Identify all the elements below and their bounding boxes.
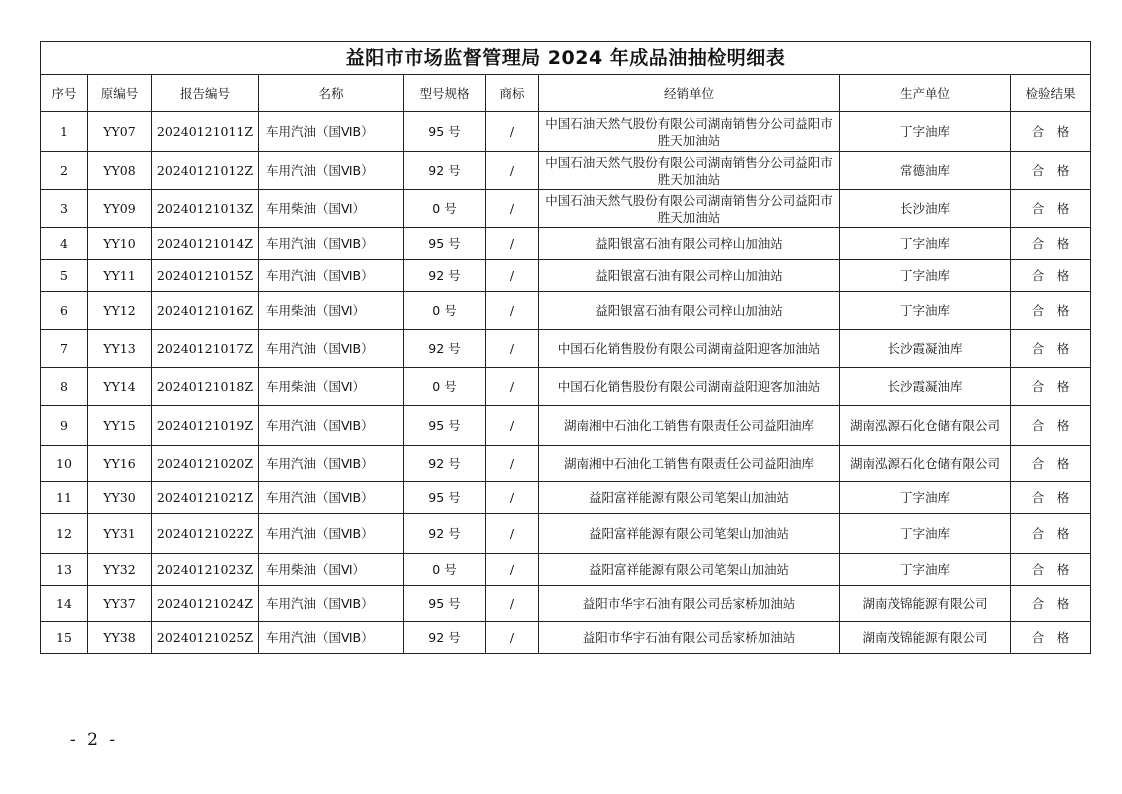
original-code-cell: YY12 — [88, 292, 152, 330]
table-row — [41, 260, 1091, 292]
producer-cell: 湖南茂锦能源有限公司 — [840, 586, 1011, 622]
original-code-cell: YY15 — [88, 406, 152, 446]
report-number-cell: 20240121025Z — [152, 622, 259, 654]
table-row — [41, 112, 1091, 152]
spec-cell: 92 号 — [404, 514, 486, 554]
dealer-cell: 益阳银富石油有限公司梓山加油站 — [539, 228, 840, 260]
producer-cell: 丁字油库 — [840, 228, 1011, 260]
column-header: 检验结果 — [1011, 75, 1091, 112]
original-code-cell: YY30 — [88, 482, 152, 514]
row-number-cell: 12 — [41, 514, 88, 554]
report-number-cell: 20240121019Z — [152, 406, 259, 446]
column-header: 生产单位 — [840, 75, 1011, 112]
result-cell: 合 格 — [1011, 152, 1091, 190]
result-cell: 合 格 — [1011, 112, 1091, 152]
column-header: 原编号 — [88, 75, 152, 112]
table-row — [41, 446, 1091, 482]
producer-cell: 长沙油库 — [840, 190, 1011, 228]
spec-cell: 0 号 — [404, 554, 486, 586]
product-name-cell: 车用汽油（国ⅥB） — [259, 260, 404, 292]
result-cell: 合 格 — [1011, 330, 1091, 368]
table-row — [41, 622, 1091, 654]
row-number-cell: 3 — [41, 190, 88, 228]
page-title: 益阳市市场监督管理局 2024 年成品油抽检明细表 — [41, 42, 1091, 75]
original-code-cell: YY31 — [88, 514, 152, 554]
brand-cell: / — [486, 446, 539, 482]
product-name-cell: 车用汽油（国ⅥB） — [259, 622, 404, 654]
original-code-cell: YY38 — [88, 622, 152, 654]
report-number-cell: 20240121023Z — [152, 554, 259, 586]
producer-cell: 丁字油库 — [840, 514, 1011, 554]
dealer-cell: 益阳银富石油有限公司梓山加油站 — [539, 260, 840, 292]
product-name-cell: 车用汽油（国ⅥB） — [259, 514, 404, 554]
brand-cell: / — [486, 112, 539, 152]
column-header: 商标 — [486, 75, 539, 112]
result-cell: 合 格 — [1011, 260, 1091, 292]
spec-cell: 95 号 — [404, 586, 486, 622]
row-number-cell: 2 — [41, 152, 88, 190]
dealer-cell: 中国石化销售股份有限公司湖南益阳迎客加油站 — [539, 330, 840, 368]
original-code-cell: YY32 — [88, 554, 152, 586]
report-number-cell: 20240121018Z — [152, 368, 259, 406]
spec-cell: 92 号 — [404, 622, 486, 654]
row-number-cell: 11 — [41, 482, 88, 514]
report-number-cell: 20240121017Z — [152, 330, 259, 368]
page-number: - 2 - — [70, 730, 119, 750]
dealer-cell: 中国石油天然气股份有限公司湖南销售分公司益阳市胜天加油站 — [539, 190, 840, 228]
spec-cell: 92 号 — [404, 152, 486, 190]
report-number-cell: 20240121021Z — [152, 482, 259, 514]
producer-cell: 湖南茂锦能源有限公司 — [840, 622, 1011, 654]
spec-cell: 95 号 — [404, 482, 486, 514]
brand-cell: / — [486, 622, 539, 654]
result-cell: 合 格 — [1011, 622, 1091, 654]
producer-cell: 丁字油库 — [840, 260, 1011, 292]
spec-cell: 92 号 — [404, 446, 486, 482]
original-code-cell: YY08 — [88, 152, 152, 190]
producer-cell: 湖南泓源石化仓储有限公司 — [840, 406, 1011, 446]
dealer-cell: 中国石化销售股份有限公司湖南益阳迎客加油站 — [539, 368, 840, 406]
dealer-cell: 中国石油天然气股份有限公司湖南销售分公司益阳市胜天加油站 — [539, 112, 840, 152]
table-header-row — [41, 75, 1091, 112]
original-code-cell: YY14 — [88, 368, 152, 406]
dealer-cell: 湖南湘中石油化工销售有限责任公司益阳油库 — [539, 406, 840, 446]
table-row — [41, 228, 1091, 260]
dealer-cell: 益阳富祥能源有限公司笔架山加油站 — [539, 514, 840, 554]
report-number-cell: 20240121022Z — [152, 514, 259, 554]
product-name-cell: 车用汽油（国ⅥB） — [259, 330, 404, 368]
result-cell: 合 格 — [1011, 586, 1091, 622]
report-number-cell: 20240121015Z — [152, 260, 259, 292]
result-cell: 合 格 — [1011, 406, 1091, 446]
row-number-cell: 13 — [41, 554, 88, 586]
product-name-cell: 车用汽油（国ⅥB） — [259, 446, 404, 482]
column-header: 型号规格 — [404, 75, 486, 112]
product-name-cell: 车用汽油（国ⅥB） — [259, 112, 404, 152]
row-number-cell: 10 — [41, 446, 88, 482]
report-number-cell: 20240121024Z — [152, 586, 259, 622]
dealer-cell: 益阳银富石油有限公司梓山加油站 — [539, 292, 840, 330]
dealer-cell: 湖南湘中石油化工销售有限责任公司益阳油库 — [539, 446, 840, 482]
row-number-cell: 14 — [41, 586, 88, 622]
dealer-cell: 益阳市华宇石油有限公司岳家桥加油站 — [539, 622, 840, 654]
original-code-cell: YY16 — [88, 446, 152, 482]
table-row — [41, 190, 1091, 228]
table-row — [41, 292, 1091, 330]
original-code-cell: YY10 — [88, 228, 152, 260]
table-row — [41, 368, 1091, 406]
producer-cell: 丁字油库 — [840, 554, 1011, 586]
producer-cell: 常德油库 — [840, 152, 1011, 190]
producer-cell: 丁字油库 — [840, 112, 1011, 152]
original-code-cell: YY13 — [88, 330, 152, 368]
result-cell: 合 格 — [1011, 514, 1091, 554]
producer-cell: 丁字油库 — [840, 482, 1011, 514]
product-name-cell: 车用柴油（国Ⅵ） — [259, 368, 404, 406]
producer-cell: 长沙霞凝油库 — [840, 368, 1011, 406]
brand-cell: / — [486, 586, 539, 622]
product-name-cell: 车用柴油（国Ⅵ） — [259, 190, 404, 228]
brand-cell: / — [486, 190, 539, 228]
brand-cell: / — [486, 152, 539, 190]
spec-cell: 95 号 — [404, 228, 486, 260]
product-name-cell: 车用汽油（国ⅥB） — [259, 152, 404, 190]
spec-cell: 92 号 — [404, 260, 486, 292]
spec-cell: 95 号 — [404, 112, 486, 152]
table-row — [41, 330, 1091, 368]
row-number-cell: 8 — [41, 368, 88, 406]
brand-cell: / — [486, 260, 539, 292]
brand-cell: / — [486, 406, 539, 446]
result-cell: 合 格 — [1011, 190, 1091, 228]
original-code-cell: YY37 — [88, 586, 152, 622]
report-number-cell: 20240121016Z — [152, 292, 259, 330]
inspection-table — [40, 41, 1091, 654]
report-number-cell: 20240121014Z — [152, 228, 259, 260]
dealer-cell: 益阳市华宇石油有限公司岳家桥加油站 — [539, 586, 840, 622]
row-number-cell: 5 — [41, 260, 88, 292]
table-row — [41, 482, 1091, 514]
report-number-cell: 20240121013Z — [152, 190, 259, 228]
column-header: 报告编号 — [152, 75, 259, 112]
brand-cell: / — [486, 228, 539, 260]
dealer-cell: 中国石油天然气股份有限公司湖南销售分公司益阳市胜天加油站 — [539, 152, 840, 190]
brand-cell: / — [486, 292, 539, 330]
report-sheet — [40, 41, 1090, 654]
spec-cell: 92 号 — [404, 330, 486, 368]
column-header: 经销单位 — [539, 75, 840, 112]
result-cell: 合 格 — [1011, 554, 1091, 586]
row-number-cell: 15 — [41, 622, 88, 654]
row-number-cell: 6 — [41, 292, 88, 330]
dealer-cell: 益阳富祥能源有限公司笔架山加油站 — [539, 482, 840, 514]
spec-cell: 0 号 — [404, 190, 486, 228]
row-number-cell: 9 — [41, 406, 88, 446]
result-cell: 合 格 — [1011, 292, 1091, 330]
result-cell: 合 格 — [1011, 368, 1091, 406]
result-cell: 合 格 — [1011, 482, 1091, 514]
table-body — [41, 112, 1091, 654]
report-number-cell: 20240121012Z — [152, 152, 259, 190]
spec-cell: 0 号 — [404, 292, 486, 330]
table-row — [41, 554, 1091, 586]
producer-cell: 长沙霞凝油库 — [840, 330, 1011, 368]
original-code-cell: YY09 — [88, 190, 152, 228]
producer-cell: 湖南泓源石化仓储有限公司 — [840, 446, 1011, 482]
result-cell: 合 格 — [1011, 446, 1091, 482]
brand-cell: / — [486, 368, 539, 406]
product-name-cell: 车用柴油（国Ⅵ） — [259, 292, 404, 330]
table-row — [41, 514, 1091, 554]
column-header: 名称 — [259, 75, 404, 112]
dealer-cell: 益阳富祥能源有限公司笔架山加油站 — [539, 554, 840, 586]
row-number-cell: 4 — [41, 228, 88, 260]
row-number-cell: 7 — [41, 330, 88, 368]
brand-cell: / — [486, 330, 539, 368]
spec-cell: 0 号 — [404, 368, 486, 406]
column-header: 序号 — [41, 75, 88, 112]
original-code-cell: YY11 — [88, 260, 152, 292]
product-name-cell: 车用汽油（国ⅥB） — [259, 228, 404, 260]
table-row — [41, 586, 1091, 622]
brand-cell: / — [486, 482, 539, 514]
report-number-cell: 20240121011Z — [152, 112, 259, 152]
producer-cell: 丁字油库 — [840, 292, 1011, 330]
product-name-cell: 车用柴油（国Ⅵ） — [259, 554, 404, 586]
spec-cell: 95 号 — [404, 406, 486, 446]
table-row — [41, 152, 1091, 190]
brand-cell: / — [486, 514, 539, 554]
brand-cell: / — [486, 554, 539, 586]
product-name-cell: 车用汽油（国ⅥB） — [259, 586, 404, 622]
original-code-cell: YY07 — [88, 112, 152, 152]
row-number-cell: 1 — [41, 112, 88, 152]
table-row — [41, 406, 1091, 446]
result-cell: 合 格 — [1011, 228, 1091, 260]
product-name-cell: 车用汽油（国ⅥB） — [259, 482, 404, 514]
product-name-cell: 车用汽油（国ⅥB） — [259, 406, 404, 446]
report-number-cell: 20240121020Z — [152, 446, 259, 482]
